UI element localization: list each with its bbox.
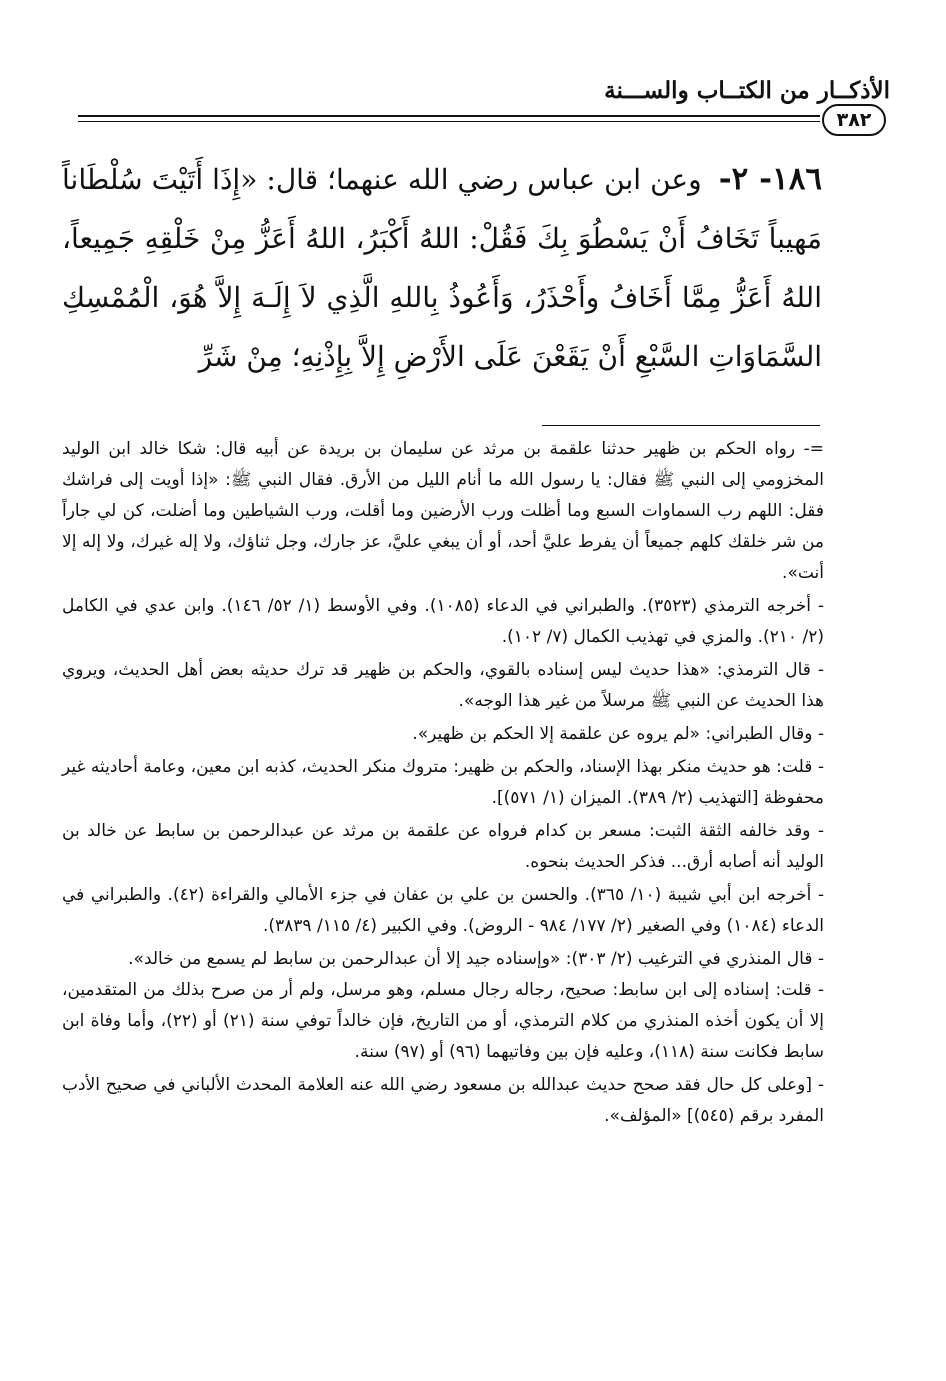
footnote-paragraph: - قال المنذري في الترغيب (٢/ ٣٠٣): «وإسناده جيد إلا أن عبدالرحمن بن سابط لم يسمع من خالد». xyxy=(128,949,824,969)
footnote-separator xyxy=(542,425,820,426)
footnote-paragraph: - وقال الطبراني: «لم يروه عن علقمة إلا الحكم بن ظهير». xyxy=(412,724,824,744)
footnote-paragraph: - أخرجه ابن أبي شيبة (١٠/ ٣٦٥). والحسن بن علي بن عفان في جزء الأمالي والقراءة (٤٢). والطبراني في الدعاء (١٠٨٤) وفي الصغير (٢/ ١٧٧/ ٩٨٤ - الروض). وفي الكبير (٤/ ١١٥/ ٣٨٣٩). xyxy=(62,885,824,936)
footnote-paragraph: - أخرجه الترمذي (٣٥٢٣). والطبراني في الدعاء (١٠٨٥). وفي الأوسط (١/ ٥٢/ ١٤٦). وابن عدي في الكامل (٢/ ٢١٠). والمزي في تهذيب الكمال (٧/ ١٠٢). xyxy=(62,596,824,647)
page-number-badge: ٣٨٢ xyxy=(822,104,886,136)
footnote-paragraph: - قلت: هو حديث منكر بهذا الإسناد، والحكم بن ظهير: متروك منكر الحديث، كذبه ابن معين، وعامة أحاديثه غير محفوظة [التهذيب (٢/ ٣٨٩). الميزان (١/ ٥٧١)]. xyxy=(62,757,824,808)
footnote-paragraph: - قلت: إسناده إلى ابن سابط: صحيح، رجاله رجال مسلم، وهو مرسل، ولم أر من صرح بذلك من المتقدمين، إلا أن يكون أخذه المنذري من كلام الترمذي، أو من التاريخ، فإن خالداً توفي سنة (٢١) أو (٢٢)، وأما وفاة ابن سابط فكانت سنة (١١٨)، وعليه فإن بين وفاتيهما (٩٦) أو (٩٧) سنة. xyxy=(62,980,824,1062)
footnote-paragraph: - وقد خالفه الثقة الثبت: مسعر بن كدام فرواه عن علقمة بن مرثد عن عبدالرحمن بن سابط عن خالد بن الوليد أنه أصابه أرق... فذكر الحديث بنحوه. xyxy=(62,821,824,872)
footnote-paragraph: - [وعلى كل حال فقد صحح حديث عبدالله بن مسعود رضي الله عنه العلامة المحدث الألباني في صحيح الأدب المفرد برقم (٥٤٥)] «المؤلف». xyxy=(62,1075,824,1126)
footnote-paragraph: - قال الترمذي: «هذا حديث ليس إسناده بالقوي، والحكم بن ظهير قد ترك حديثه بعض أهل الحديث، ويروي هذا الحديث عن النبي ﷺ مرسلاً من غير هذا الوجه». xyxy=(62,660,824,711)
footnotes-block xyxy=(62,434,824,1132)
header-rule-thin xyxy=(78,121,820,122)
hadith-body xyxy=(62,150,822,386)
running-header-title: الأذكــار من الكتــاب والســـنة xyxy=(604,77,890,104)
hadith-text: وعن ابن عباس رضي الله عنهما؛ قال: «إِذَا أَتَيْتَ سُلْطَاناً مَهيباً تَخَافُ أَنْ يَسْطُوَ بِكَ فَقُلْ: اللهُ أَكْبَرُ، اللهُ أَعَزُّ مِنْ خَلْقِهِ جَمِيعاً، اللهُ أَعَزُّ مِمَّا أَخَافُ وأَحْذَرُ، وَأَعُوذُ بِاللهِ الَّذِي لاَ إِلَـهَ إِلاَّ هُوَ، الْمُمْسِكِ السَّمَاوَاتِ السَّبْعِ أَنْ يَقَعْنَ عَلَى الأَرْضِ إِلاَّ بِإِذْنِهِ؛ مِنْ شَرِّ xyxy=(62,163,822,373)
footnote-paragraph: =- رواه الحكم بن ظهير حدثنا علقمة بن مرثد عن سليمان بن بريدة عن أبيه قال: شكا خالد ابن الوليد المخزومي إلى النبي ﷺ فقال: يا رسول الله ما أنام الليل من الأرق. فقال النبي ﷺ: «إذا أويت إلى فراشك فقل: اللهم رب السماوات السبع وما أظلت ورب الأرضين وما أقلت، ورب الشياطين وما أضلت، كن لي جاراً من شر خلقك كلهم جميعاً أن يفرط عليَّ أحد، أو أن يبغي عليَّ، عز جارك، وجل ثناؤك، ولا إله غيرك، ولا إله إلا أنت». xyxy=(62,439,824,583)
header-rule-thick xyxy=(78,115,820,117)
hadith-number: ١٨٦- ٢- xyxy=(718,161,822,197)
